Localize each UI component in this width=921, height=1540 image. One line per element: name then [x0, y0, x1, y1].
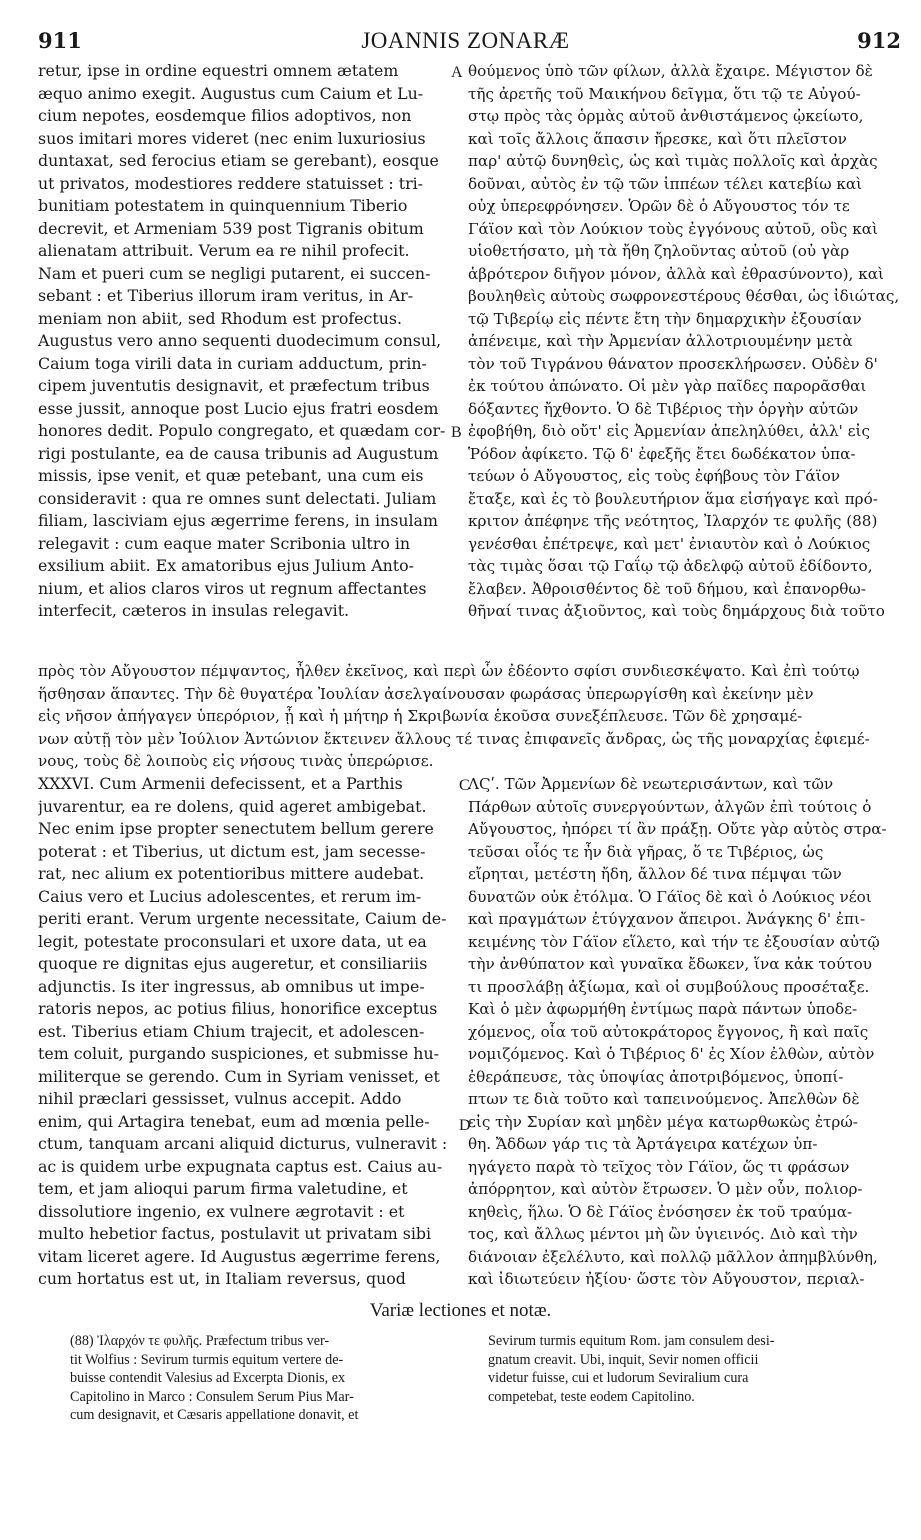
notes-column-left	[70, 1332, 470, 1425]
note-text-line: competebat, teste eodem Capitolino.	[488, 1388, 695, 1405]
latin-text-line: ratoris nepos, ac potius filius, honorifice exceptus	[38, 999, 438, 1018]
notes-heading: Variæ lectiones et notæ.	[369, 1300, 552, 1321]
page-number-left: 911	[38, 28, 82, 53]
greek-text-line: ηγάγετο παρὰ τὸ τεῖχος τὸν Γάϊον, ὥς τι φράσων	[468, 1157, 850, 1176]
greek-text-line: ΛϚʹ. Τῶν Ἀρμενίων δὲ νεωτερισάντων, καὶ τῶν	[468, 775, 834, 793]
latin-text-line: filiam, lasciviam ejus ægerrime ferens, in insulam	[38, 511, 438, 530]
greek-text-line: ἔλαβεν. Ἀθροισθέντος δὲ τοῦ δήμου, καὶ ἐπανορθω-	[468, 579, 866, 598]
latin-text-line: est. Tiberius etiam Chium trajecit, et adolescen-	[38, 1021, 425, 1041]
greek-full-width-block	[38, 660, 904, 773]
greek-text-line: τος, καὶ ἄλλως μέντοι μὴ ὢν ὑγιεινός. Διὸ καὶ τὴν	[468, 1225, 858, 1243]
note-text-line: Sevirum turmis equitum Rom. jam consulem desi-	[488, 1333, 775, 1349]
greek-column-bottom	[468, 773, 904, 1291]
latin-text-line: duntaxat, sed ferocius etiam se gerebant), eosque	[38, 151, 439, 170]
margin-letter-d: D	[459, 1117, 471, 1134]
latin-text-line: alienatam attribuit. Verum ea re nihil profecit.	[38, 241, 410, 260]
latin-column-top	[38, 60, 456, 623]
latin-text-line: meniam non abiit, sed Rhodum est profectus.	[38, 308, 403, 328]
greek-text-line: Καὶ ὁ μὲν ἀφωρμήθη ἐντίμως παρὰ πάντων ὑποδε-	[468, 1000, 858, 1018]
greek-text-line: πρὸς τὸν Αὔγουστον πέμψαντος, ἦλθεν ἐκεῖνος, καὶ περὶ ὧν ἐδέοντο σφίσι συνδιεσκέψατο. Καὶ ἐπὶ τούτῳ	[38, 662, 860, 680]
latin-text-line: enim, qui Artagira tenebat, eum ad mœnia pelle-	[38, 1111, 430, 1131]
latin-text-line: juvarentur, ea re dolens, quid ageret ambigebat.	[38, 796, 427, 816]
latin-text-line: tem coluit, purgando suspiciones, et submisse hu-	[38, 1044, 439, 1063]
greek-text-line: Γάϊον καὶ τὸν Λούκιον τοὺς ἐγγόνους αὐτοῦ, οὓς καὶ	[468, 219, 878, 238]
latin-text-line: Nec enim ipse propter senectutem bellum gerere	[38, 819, 434, 838]
latin-text-line: retur, ipse in ordine equestri omnem ætatem	[38, 61, 399, 80]
latin-text-line: sebant : et Tiberius illorum iram veritus, in Ar-	[38, 286, 414, 305]
greek-text-line: θη. Ἄδδων γάρ τις τὰ Ἀρτάγειρα κατέχων ὑπ-	[468, 1135, 818, 1153]
greek-text-line: νους, τοὺς δὲ λοιποὺς εἰς νήσους τινὰς ὑπερώρισε.	[38, 752, 434, 770]
note-text-line: cum designavit, et Cæsaris appellatione donavit, et	[70, 1407, 359, 1423]
greek-text-line: κειμένης τὸν Γάϊον εἵλετο, καὶ τήν τε ἐξουσίαν αὐτῷ	[468, 932, 880, 951]
margin-letter-a: A	[451, 64, 463, 81]
latin-text-line: relegavit : cum eaque mater Scribonia ultro in	[38, 533, 411, 553]
greek-text-line: εἰς νῆσον ἀπήγαγεν ὑπερόριον, ᾗ καὶ ἡ μήτηρ ἡ Σκριβωνία ἑκοῦσα συνεξέπλευσε. Τῶν δὲ χρησαμέ-	[38, 707, 803, 725]
greek-text-line: τῷ Τιβερίῳ εἰς πέντε ἔτη τὴν δημαρχικὴν ἐξουσίαν	[468, 309, 862, 328]
greek-text-line: οὐχ ὑπερεφρόνησεν. Ὁρῶν δὲ ὁ Αὔγουστος τόν τε	[468, 197, 850, 215]
greek-text-line: τὴν ἀνθύπατον καὶ γυναῖκα ἔδωκεν, ἵνα κἀκ τούτου	[468, 955, 872, 973]
greek-text-line: καὶ τοῖς ἄλλοις ἅπασιν ἤρεσκε, καὶ ὅτι πλεῖστον	[468, 129, 847, 148]
latin-column-bottom	[38, 773, 456, 1291]
notes-column-right	[488, 1332, 904, 1406]
greek-text-line: ἐκ τούτου ἀπώνατο. Οἱ μὲν γὰρ παῖδες παρορᾶσθαι	[468, 377, 867, 395]
latin-text-line: exsilium abiit. Ex amatoribus ejus Julium Anto-	[38, 556, 414, 575]
latin-text-line: cium nepotes, eosdemque filios adoptivos, non	[38, 106, 412, 125]
greek-text-line: διάνοιαν ἐξελέλυτο, καὶ πολλῷ μᾶλλον ἀπημβλύνθη,	[468, 1247, 878, 1266]
note-text-line: tit Wolfius : Sevirum turmis equitum vertere de-	[70, 1351, 344, 1368]
latin-text-line: æquo animo exegit. Augustus cum Caium et Lu-	[38, 83, 424, 103]
greek-text-line: θῆναί τινας ἀξιοῦντος, καὶ τοὺς δημάρχους διὰ τοῦτο	[468, 602, 885, 620]
greek-text-line: καὶ ἰδιωτεύειν ἠξίου· ὥστε τὸν Αὔγουστον, περιαλ-	[468, 1270, 865, 1288]
greek-text-line: νομιζόμενος. Καὶ ὁ Τιβέριος δ' ἐς Χίον ἐλθὼν, αὐτὸν	[468, 1045, 875, 1063]
latin-text-line: ut privatos, modestiores reddere statuisset : tri-	[38, 173, 424, 193]
latin-text-line: bunitiam potestatem in quinquennium Tiberio	[38, 196, 408, 215]
greek-text-line: κριτον ἀπέφηνε τῆς νεότητος, Ἰλαρχόν τε φυλῆς (88)	[468, 512, 878, 530]
margin-letter-c: C	[459, 777, 470, 794]
running-title: JOANNIS ZONARÆ	[361, 28, 570, 53]
latin-text-line: adjunctis. Is iter ingressus, ab omnibus ut impe-	[38, 976, 425, 996]
note-text-line: buisse contendit Valesius ad Excerpta Dionis, ex	[70, 1370, 346, 1386]
greek-text-line: κηθεὶς, ἥλω. Ὁ δὲ Γάϊος ἐνόσησεν ἐκ τοῦ τραύμα-	[468, 1202, 853, 1221]
greek-text-line: εἰς τὴν Συρίαν καὶ μηδὲν μέγα κατωρθωκὼς ἐτρώ-	[468, 1112, 858, 1131]
greek-column-top	[468, 60, 904, 623]
greek-text-line: εἴρηται, μετέστη ἤδη, ἄλλον δέ τινα πέμψαι τῶν	[468, 865, 842, 883]
greek-text-line: τι προσλάβῃ ἀξίωμα, καὶ οἱ συμβούλους προσέταξε.	[468, 977, 870, 996]
latin-text-line: decrevit, et Armeniam 539 post Tigranis obitum	[38, 218, 424, 238]
greek-text-line: ἀπόρρητον, καὶ αὐτὸν ἔτρωσεν. Ὁ μὲν οὖν, πολιορ-	[468, 1180, 863, 1198]
greek-text-line: πτων τε διὰ τοῦτο καὶ ταπεινούμενος. Ἀπελθὼν δὲ	[468, 1090, 860, 1108]
latin-text-line: tem, et jam alioqui parum firma valetudine, et	[38, 1179, 408, 1198]
latin-text-line: vitam liceret agere. Id Augustus ægerrime ferens,	[38, 1246, 441, 1266]
greek-text-line: ἐφοβήθη, διὸ οὔτ' εἰς Ἀρμενίαν ἀπεληλύθει, ἀλλ' εἰς	[468, 422, 871, 440]
latin-text-line: XXXVI. Cum Armenii defecissent, et a Parthis	[38, 774, 403, 793]
latin-text-line: nihil præclari gessisset, vulnus accepit. Addo	[38, 1089, 402, 1108]
latin-text-line: Caium toga virili data in curiam adductum, prin-	[38, 353, 427, 373]
latin-text-line: nium, et alios claros viros ut regnum affectantes	[38, 578, 427, 598]
latin-text-line: militerque se gerendo. Cum in Syriam venisset, et	[38, 1066, 440, 1086]
greek-text-line: νων αὐτῇ τὸν μὲν Ἰούλιον Ἀντώνιον ἔκτεινεν ἄλλους τέ τινας ἐπιφανεῖς ἄνδρας, ὡς τῆς μοναρχίας ἐφιεμέ-	[38, 729, 870, 748]
note-text-line: videtur fuisse, cui et ludorum Seviralium cura	[488, 1370, 749, 1386]
latin-text-line: legit, potestate proconsulari et uxore data, ut ea	[38, 931, 427, 951]
greek-text-line: καὶ πραγμάτων ἐτύγχανον ἄπειροι. Ἀνάγκης δ' ἐπι-	[468, 910, 866, 928]
greek-text-line: τὸν τοῦ Τιγράνου θάνατον προσεκλήρωσεν. Οὐδὲν δ'	[468, 354, 878, 373]
greek-text-line: ἐθεράπευσε, τὰς ὑποψίας ἀποτριβόμενος, ὑποπί-	[468, 1067, 844, 1086]
latin-text-line: esse jussit, annoque post Lucio ejus fratri eosdem	[38, 398, 439, 418]
latin-text-line: Augustus vero anno sequenti duodecimum consul,	[38, 331, 442, 350]
greek-text-line: ἥσθησαν ἅπαντες. Τὴν δὲ θυγατέρα Ἰουλίαν ἀσελγαίνουσαν φωράσας ὑπερωργίσθη καὶ ἐκείνην μὲν	[38, 684, 814, 703]
latin-text-line: dissolutiore ingenio, ex vulnere ægrotavit : et	[38, 1201, 405, 1221]
greek-text-line: θούμενος ὑπὸ τῶν φίλων, ἀλλὰ ἔχαιρε. Μέγιστον δὲ	[468, 62, 873, 80]
note-text-line: Capitolino in Marco : Consulem Serum Pius Mar-	[70, 1388, 354, 1405]
greek-text-line: Αὔγουστος, ἠπόρει τί ἂν πράξῃ. Οὔτε γὰρ αὐτὸς στρα-	[468, 820, 887, 838]
greek-text-line: τεύων ὁ Αὔγουστος, εἰς τοὺς ἐφήβους τὸν Γάϊον	[468, 467, 841, 485]
greek-text-line: ἀπένειμε, καὶ τὴν Ἀρμενίαν ἀλλοτριουμένην μετὰ	[468, 332, 853, 350]
greek-text-line: δυνατῶν οὐκ ἐτόλμα. Ὁ Γάϊος δὲ καὶ ὁ Λούκιος νέοι	[468, 887, 872, 906]
latin-text-line: missis, ipse venit, et quæ petebant, una cum eis	[38, 466, 424, 485]
latin-text-line: periti erant. Verum urgente necessitate, Caium de-	[38, 909, 447, 928]
latin-text-line: honores dedit. Populo congregato, et quædam cor-	[38, 421, 446, 440]
latin-text-line: consideravit : qua re omnes sunt delectati. Juliam	[38, 488, 437, 508]
greek-text-line: δοῦναι, αὐτὸς ἐν τῷ τῶν ἱππέων τέλει κατεβίω καὶ	[468, 174, 863, 193]
greek-text-line: υἱοθετήσατο, μὴ τὰ ἤθη ζηλοῦντας αὐτοῦ (οὐ γὰρ	[468, 242, 850, 260]
greek-text-line: χόμενος, οἷα τοῦ αὐτοκράτορος ἔγγονος, ἢ καὶ παῖς	[468, 1022, 869, 1041]
greek-text-line: Ῥόδον ἀφίκετο. Τῷ δ' ἐφεξῆς ἔτει δωδέκατον ὑπα-	[468, 444, 856, 463]
latin-text-line: ac is quidem urbe expugnata captus est. Caius au-	[38, 1156, 443, 1176]
latin-text-line: rigi postulante, ea de causa tribunis ad Augustum	[38, 443, 439, 463]
greek-text-line: βουληθεὶς αὐτοὺς σωφρονεστέρους θέσθαι, ὡς ἰδιώτας,	[468, 287, 900, 305]
latin-text-line: quoque re dignitas ejus augeretur, et consiliariis	[38, 954, 428, 973]
note-text-line: (88) Ἰλαρχόν τε φυλῆς. Præfectum tribus ver-	[70, 1333, 330, 1349]
latin-text-line: rat, nec alium ex potentioribus mittere audebat.	[38, 864, 425, 883]
latin-text-line: cipem juventutis designavit, et præfectum tribus	[38, 376, 430, 395]
greek-text-line: τῆς ἀρετῆς τοῦ Μαικήνου δεῖγμα, ὅτι τῷ τε Αὐγού-	[468, 84, 861, 103]
note-text-line: gnatum creavit. Ubi, inquit, Sevir nomen officii	[488, 1351, 759, 1368]
page-header	[30, 28, 901, 58]
latin-text-line: suos imitari mores videret (nec enim luxuriosius	[38, 128, 426, 148]
greek-text-line: στῳ πρὸς τὰς ὁρμὰς αὐτοῦ ἀνθιστάμενος ᾠκείωτο,	[468, 107, 864, 125]
latin-text-line: interfecit, cæteros in insulas relegavit.	[38, 601, 350, 620]
greek-text-line: τεῦσαι οἷός τε ἦν διὰ γῆρας, ὅ τε Τιβέριος, ὡς	[468, 842, 824, 861]
greek-text-line: Πάρθων αὐτοῖς συνεργούντων, ἀλγῶν ἐπὶ τούτοις ὁ	[468, 797, 872, 816]
page-number-right: 912	[857, 28, 901, 53]
greek-text-line: ἁβρότερον διῆγον μόνον, ἀλλὰ καὶ ἐθρασύνοντο), καὶ	[468, 264, 884, 283]
greek-text-line: τὰς τιμὰς ὅσαι τῷ Γαΐῳ τῷ ἀδελφῷ αὐτοῦ ἐδίδοντο,	[468, 557, 873, 575]
latin-text-line: Caius vero et Lucius adolescentes, et rerum im-	[38, 886, 422, 906]
greek-text-line: ἔταξε, καὶ ἐς τὸ βουλευτήριον ἅμα εἰσήγαγε καὶ πρό-	[468, 489, 878, 508]
latin-text-line: Nam et pueri cum se negligi putarent, ei succen-	[38, 263, 431, 283]
margin-letter-b: B	[451, 424, 462, 441]
latin-text-line: cum hortatus est ut, in Italiam reversus, quod	[38, 1269, 406, 1288]
latin-text-line: multo hebetior factus, postulavit ut privatam sibi	[38, 1224, 432, 1243]
latin-text-line: poterat : et Tiberius, ut dictum est, jam secesse-	[38, 841, 426, 861]
latin-text-line: ctum, tanquam arcani aliquid dicturus, vulneravit :	[38, 1134, 448, 1153]
greek-text-line: δόξαντες ἤχθοντο. Ὁ δὲ Τιβέριος τὴν ὀργὴν αὐτῶν	[468, 399, 859, 418]
greek-text-line: γενέσθαι ἐπέτρεψε, καὶ μετ' ἐνιαυτὸν καὶ ὁ Λούκιος	[468, 534, 871, 553]
greek-text-line: παρ' αὐτῷ δυνηθεὶς, ὡς καὶ τιμὰς πολλοῖς καὶ ἀρχὰς	[468, 152, 878, 170]
